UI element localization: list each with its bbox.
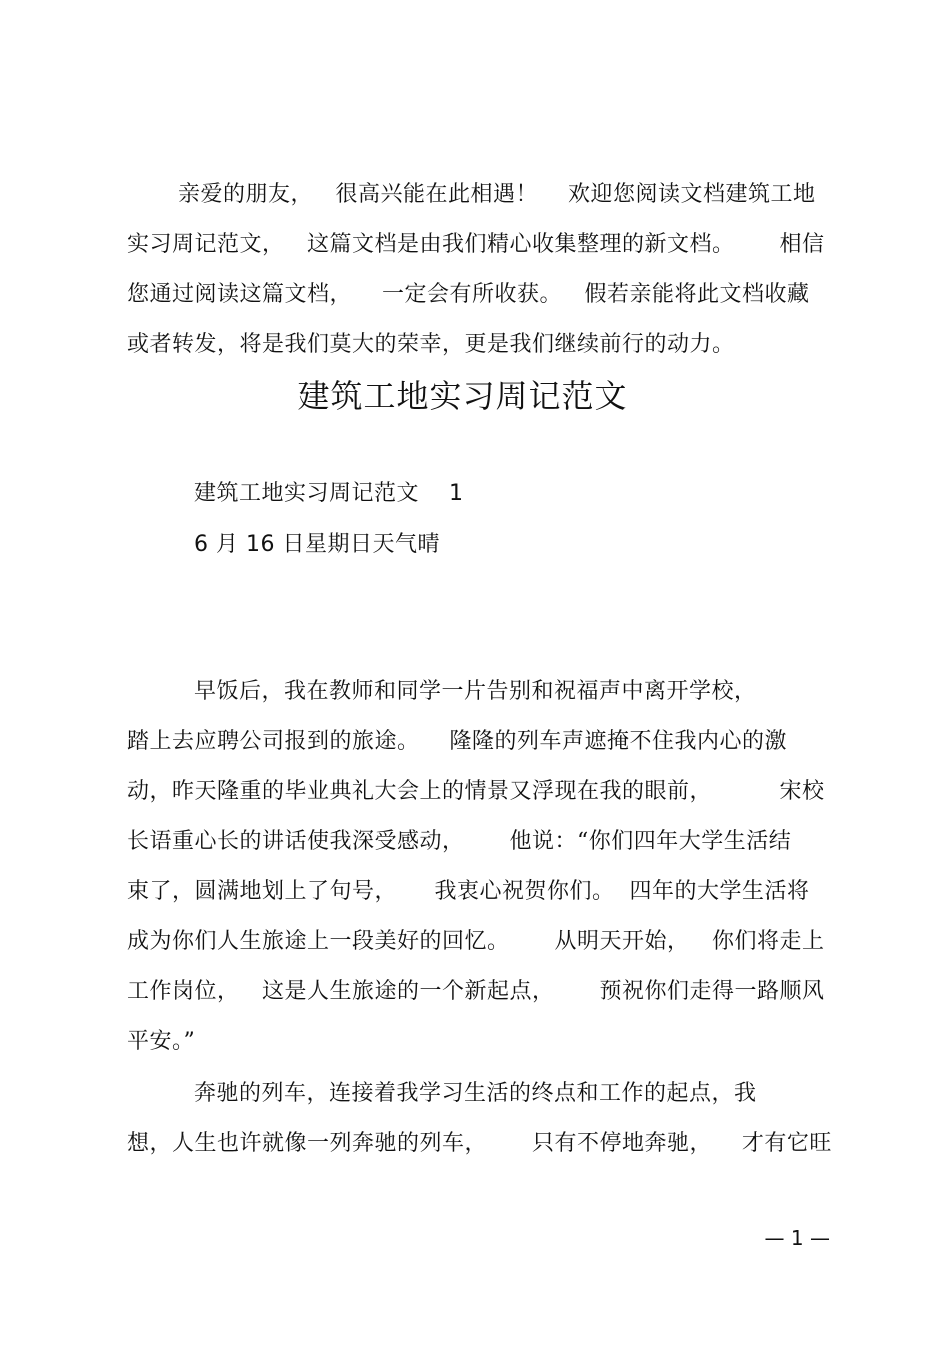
intro-line: 或者转发，将是我们莫大的荣幸，更是我们继续前行的动力。 (127, 332, 735, 357)
body-line: 工作岗位， 这是人生旅途的一个新起点， 预祝你们走得一路顺风 (127, 979, 825, 1004)
entry-title: 建筑工地实习周记范文 1 (194, 481, 464, 506)
body-line: 踏上去应聘公司报到的旅途。 隆隆的列车声遮掩不住我内心的激 (127, 729, 787, 754)
body-line: 平安。” (127, 1029, 196, 1054)
body-line: 长语重心长的讲话使我深受感动， 他说：“你们四年大学生活结 (127, 829, 792, 854)
page-number: — 1 — (764, 1226, 830, 1250)
body-line: 束了，圆满地划上了句号， 我衷心祝贺你们。 四年的大学生活将 (127, 879, 810, 904)
body-line: 奔驰的列车，连接着我学习生活的终点和工作的起点，我 (194, 1081, 757, 1106)
body-line: 想，人生也许就像一列奔驰的列车， 只有不停地奔驰， 才有它旺 (127, 1131, 832, 1156)
intro-line: 您通过阅读这篇文档， 一定会有所收获。 假若亲能将此文档收藏 (127, 282, 810, 307)
body-line: 成为你们人生旅途上一段美好的回忆。 从明天开始， 你们将走上 (127, 929, 825, 954)
body-line: 早饭后，我在教师和同学一片告别和祝福声中离开学校， (194, 679, 757, 704)
entry-date: 6 月 16 日星期日天气晴 (194, 532, 440, 557)
intro-line: 实习周记范文， 这篇文档是由我们精心收集整理的新文档。 相信 (127, 232, 825, 257)
intro-line: 亲爱的朋友， 很高兴能在此相遇！ 欢迎您阅读文档建筑工地 (178, 182, 816, 207)
document-title: 建筑工地实习周记范文 (297, 377, 628, 415)
body-line: 动，昨天隆重的毕业典礼大会上的情景又浮现在我的眼前， 宋校 (127, 779, 825, 804)
